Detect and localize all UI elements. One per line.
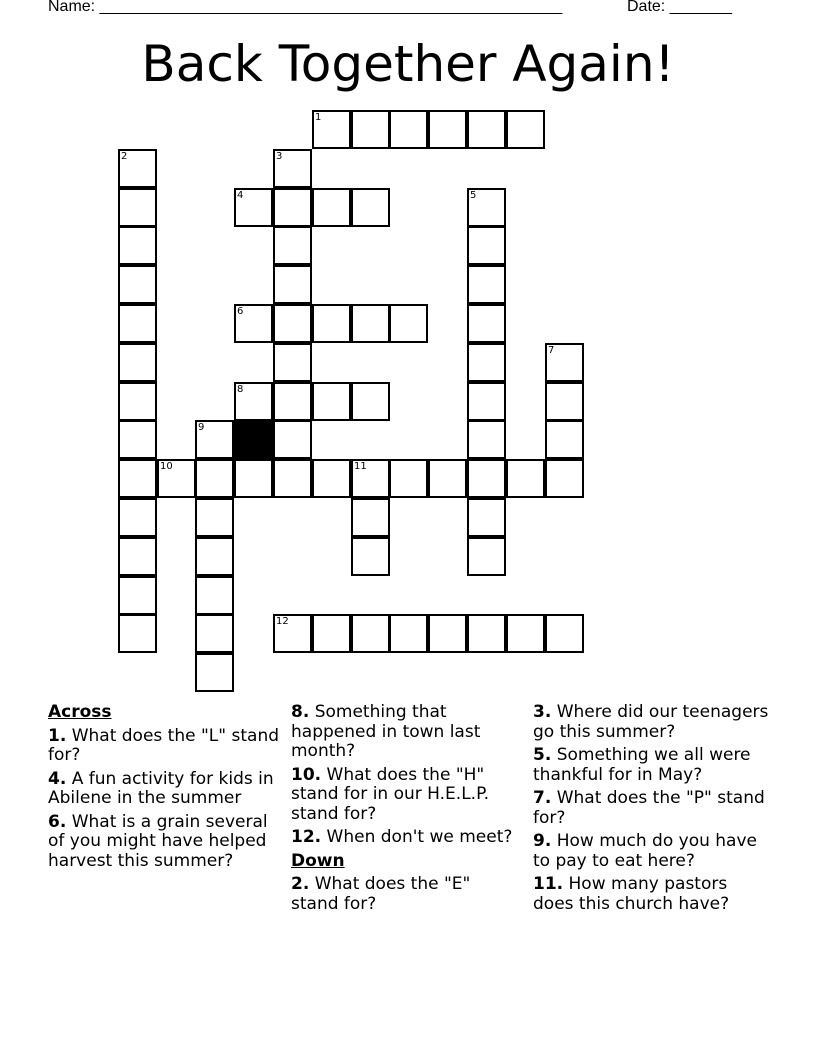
crossword-cell[interactable]	[118, 188, 157, 227]
crossword-cell[interactable]	[351, 459, 390, 498]
clue-item	[291, 828, 523, 848]
clue-item	[291, 766, 523, 825]
crossword-cell[interactable]	[195, 653, 234, 692]
clue-number-label: 5.	[533, 745, 552, 765]
clue-text: A fun activity for kids in Abilene in the summer	[48, 768, 274, 808]
clue-number-label: 12.	[291, 827, 322, 847]
crossword-cell[interactable]	[118, 576, 157, 615]
name-field-label[interactable]: Name: ____________________________________________________	[48, 0, 563, 15]
clue-number-label: 2.	[291, 874, 310, 894]
clue-text: What does the "H" stand for in our H.E.L.P. stand for?	[291, 764, 490, 824]
crossword-cell[interactable]	[234, 188, 273, 227]
crossword-cell[interactable]	[234, 459, 273, 498]
crossword-cell[interactable]	[234, 304, 273, 343]
crossword-cell[interactable]	[195, 537, 234, 576]
crossword-cell[interactable]	[506, 110, 545, 149]
crossword-cell[interactable]	[273, 188, 312, 227]
crossword-cell[interactable]	[545, 382, 584, 421]
clue-number: 2	[121, 151, 128, 162]
clue-number: 3	[276, 151, 283, 162]
crossword-cell[interactable]	[389, 304, 428, 343]
crossword-cell[interactable]	[273, 382, 312, 421]
down-heading: Down	[291, 850, 345, 871]
crossword-cell[interactable]	[389, 614, 428, 653]
crossword-cell[interactable]	[118, 343, 157, 382]
crossword-cell[interactable]	[467, 304, 506, 343]
clue-item	[291, 875, 523, 914]
crossword-cell[interactable]	[467, 382, 506, 421]
clue-item	[48, 727, 280, 766]
clue-number-label: 6.	[48, 811, 67, 832]
clue-number: 11	[354, 461, 367, 472]
across-clue-list	[48, 727, 280, 872]
clue-number: 4	[237, 190, 244, 201]
clue-text: What does the "P" stand for?	[533, 788, 765, 828]
clue-item	[533, 703, 773, 742]
crossword-cell[interactable]	[545, 343, 584, 382]
clues-column-2	[291, 703, 523, 918]
crossword-cell[interactable]	[118, 420, 157, 459]
clue-text: Something we all were thankful for in May?	[533, 745, 751, 785]
crossword-cell[interactable]	[195, 459, 234, 498]
crossword-cell[interactable]	[118, 498, 157, 537]
crossword-cell[interactable]	[351, 304, 390, 343]
crossword-cell[interactable]	[351, 110, 390, 149]
crossword-cell[interactable]	[389, 459, 428, 498]
crossword-cell[interactable]	[273, 343, 312, 382]
clue-text: When don't we meet?	[321, 827, 513, 847]
crossword-cell[interactable]	[428, 459, 467, 498]
clue-number: 7	[548, 345, 555, 356]
clue-text: How many pastors does this church have?	[533, 874, 730, 914]
crossword-cell[interactable]	[312, 188, 351, 227]
clue-number: 1	[315, 112, 322, 123]
crossword-cell[interactable]	[312, 614, 351, 653]
crossword-cell[interactable]	[351, 382, 390, 421]
clue-item	[291, 703, 523, 762]
crossword-cell[interactable]	[118, 537, 157, 576]
clue-number-label: 4.	[48, 768, 67, 789]
clue-number-label: 11.	[533, 874, 564, 894]
crossword-cell[interactable]	[351, 537, 390, 576]
crossword-cell[interactable]	[545, 614, 584, 653]
crossword-cell[interactable]	[389, 110, 428, 149]
black-cell	[234, 420, 273, 459]
crossword-cell[interactable]	[506, 459, 545, 498]
crossword-cell[interactable]	[273, 304, 312, 343]
crossword-cell[interactable]	[195, 576, 234, 615]
crossword-cell[interactable]	[467, 459, 506, 498]
clue-text: What does the "E" stand for?	[291, 874, 471, 914]
crossword-cell[interactable]	[273, 226, 312, 265]
crossword-cell[interactable]	[273, 614, 312, 653]
crossword-cell[interactable]	[467, 188, 506, 227]
crossword-cell[interactable]	[195, 614, 234, 653]
across-heading: Across	[48, 702, 112, 722]
crossword-cell[interactable]	[195, 498, 234, 537]
page-title: Back Together Again!	[141, 35, 675, 93]
crossword-cell[interactable]	[118, 149, 157, 188]
crossword-cell[interactable]	[467, 226, 506, 265]
clue-number: 8	[237, 384, 244, 395]
clue-item	[533, 746, 773, 785]
clue-number-label: 7.	[533, 788, 552, 808]
crossword-cell[interactable]	[467, 614, 506, 653]
crossword-cell[interactable]	[467, 110, 506, 149]
crossword-cell[interactable]	[273, 420, 312, 459]
crossword-cell[interactable]	[118, 226, 157, 265]
clue-item	[533, 789, 773, 828]
crossword-cell[interactable]	[234, 382, 273, 421]
clue-text: How much do you have to pay to eat here?	[533, 831, 757, 871]
clue-number-label: 10.	[291, 764, 322, 785]
crossword-cell[interactable]	[312, 459, 351, 498]
crossword-cell[interactable]	[312, 304, 351, 343]
crossword-cell[interactable]	[312, 382, 351, 421]
clue-item	[533, 875, 773, 914]
crossword-cell[interactable]	[467, 265, 506, 304]
crossword-cell[interactable]	[351, 188, 390, 227]
clue-text: What is a grain several of you might have helped harvest this summer?	[48, 811, 268, 871]
across-clue-list-continued	[291, 703, 523, 848]
clue-number: 9	[198, 422, 205, 433]
clue-number: 10	[160, 461, 173, 472]
crossword-cell[interactable]	[312, 110, 351, 149]
clue-text: Where did our teenagers go this summer?	[533, 702, 769, 742]
crossword-cell[interactable]	[118, 382, 157, 421]
clue-item	[533, 832, 773, 871]
clue-item	[48, 813, 280, 872]
crossword-cell[interactable]	[157, 459, 196, 498]
crossword-cell[interactable]	[467, 420, 506, 459]
crossword-cell[interactable]	[118, 614, 157, 653]
crossword-cell[interactable]	[351, 614, 390, 653]
clue-number: 6	[237, 306, 244, 317]
crossword-cell[interactable]	[273, 265, 312, 304]
clues-column-1	[48, 703, 280, 875]
date-field-label[interactable]: Date: _______	[627, 0, 732, 15]
crossword-cell[interactable]	[545, 420, 584, 459]
crossword-cell[interactable]	[545, 459, 584, 498]
crossword-cell[interactable]	[467, 498, 506, 537]
clue-number: 5	[470, 190, 477, 201]
clue-number-label: 1.	[48, 725, 67, 746]
crossword-cell[interactable]	[428, 614, 467, 653]
crossword-cell[interactable]	[506, 614, 545, 653]
clue-number-label: 9.	[533, 831, 552, 851]
crossword-cell[interactable]	[195, 420, 234, 459]
clue-number-label: 8.	[291, 702, 310, 722]
crossword-cell[interactable]	[467, 343, 506, 382]
crossword-cell[interactable]	[118, 265, 157, 304]
clues-column-3	[533, 703, 773, 918]
clue-text: What does the "L" stand for?	[48, 725, 280, 765]
down-clue-list	[291, 875, 523, 914]
down-clue-list-continued	[533, 703, 773, 914]
clue-number-label: 3.	[533, 702, 552, 722]
crossword-cell[interactable]	[351, 498, 390, 537]
crossword-cell[interactable]	[428, 110, 467, 149]
clue-text: Something that happened in town last month?	[291, 702, 481, 761]
crossword-cell[interactable]	[118, 459, 157, 498]
crossword-cell[interactable]	[273, 459, 312, 498]
clue-number: 12	[276, 616, 289, 627]
crossword-cell[interactable]	[467, 537, 506, 576]
crossword-cell[interactable]	[273, 149, 312, 188]
clue-item	[48, 770, 280, 809]
crossword-cell[interactable]	[118, 304, 157, 343]
